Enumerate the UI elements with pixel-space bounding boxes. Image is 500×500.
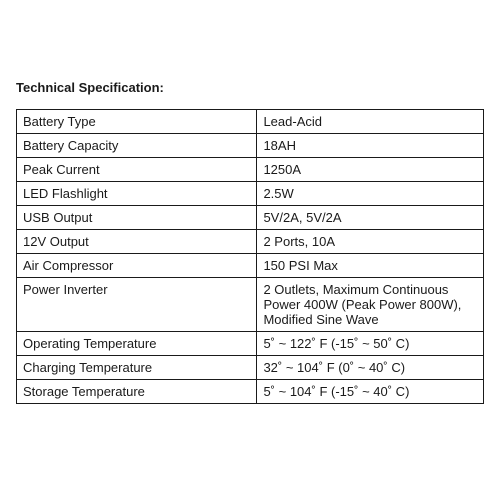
row-value-usb-output: 5V/2A, 5V/2A [257,206,484,230]
table-row [17,182,484,206]
table-row [17,134,484,158]
table-row [17,158,484,182]
row-value-air-compressor: 150 PSI Max [257,254,484,278]
table-row [17,230,484,254]
row-label-operating-temperature: Operating Temperature [17,332,257,356]
row-value-peak-current: 1250A [257,158,484,182]
row-label-led-flashlight: LED Flashlight [17,182,257,206]
table-row [17,206,484,230]
row-label-12v-output: 12V Output [17,230,257,254]
row-value-charging-temperature: 32˚ ~ 104˚ F (0˚ ~ 40˚ C) [257,356,484,380]
spec-table [16,109,484,404]
row-value-led-flashlight: 2.5W [257,182,484,206]
row-label-usb-output: USB Output [17,206,257,230]
table-row [17,278,484,332]
row-label-air-compressor: Air Compressor [17,254,257,278]
row-label-battery-capacity: Battery Capacity [17,134,257,158]
row-value-battery-capacity: 18AH [257,134,484,158]
spec-heading: Technical Specification: [16,80,164,95]
row-label-peak-current: Peak Current [17,158,257,182]
table-row [17,110,484,134]
row-label-power-inverter: Power Inverter [17,278,257,332]
row-label-storage-temperature: Storage Temperature [17,380,257,404]
row-value-power-inverter: 2 Outlets, Maximum Continuous Power 400W (Peak Power 800W), Modified Sine Wave [257,278,484,332]
row-label-charging-temperature: Charging Temperature [17,356,257,380]
row-value-storage-temperature: 5˚ ~ 104˚ F (-15˚ ~ 40˚ C) [257,380,484,404]
table-row [17,254,484,278]
table-row [17,380,484,404]
row-value-battery-type: Lead-Acid [257,110,484,134]
row-value-12v-output: 2 Ports, 10A [257,230,484,254]
table-row [17,332,484,356]
table-row [17,356,484,380]
row-label-battery-type: Battery Type [17,110,257,134]
row-value-operating-temperature: 5˚ ~ 122˚ F (-15˚ ~ 50˚ C) [257,332,484,356]
